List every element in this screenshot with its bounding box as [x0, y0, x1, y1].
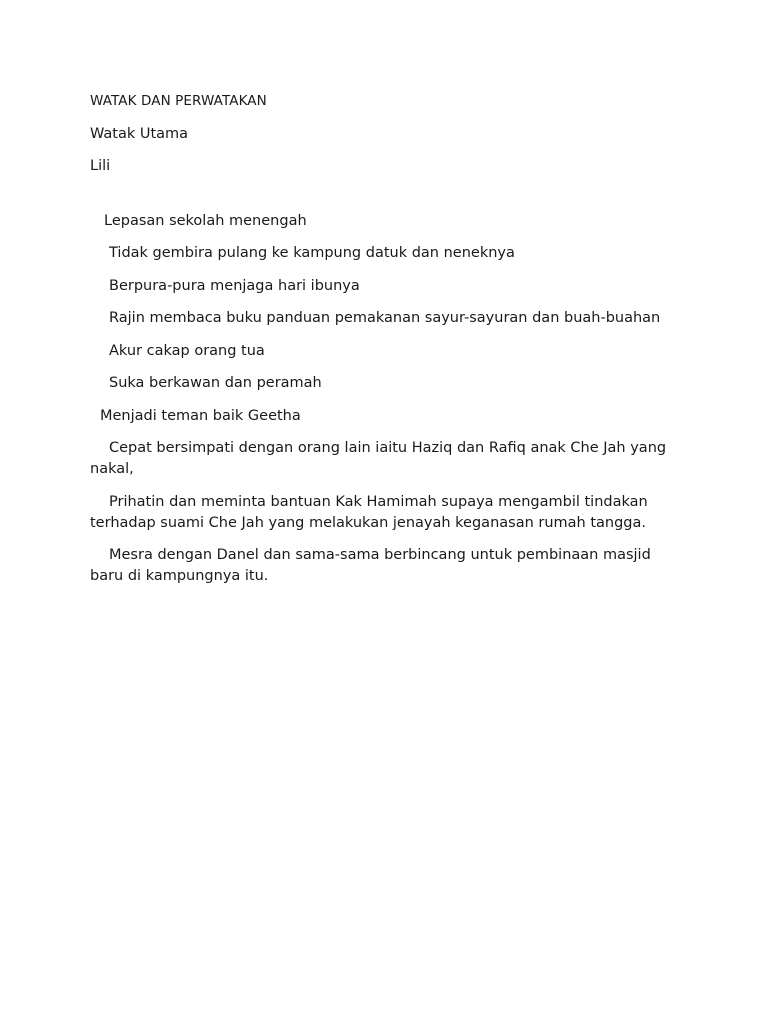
blank-line [90, 189, 680, 211]
trait-line: Suka berkawan dan peramah [109, 375, 322, 391]
trait-line: Menjadi teman baik Geetha [100, 407, 301, 424]
document-body [90, 91, 680, 599]
character-name: Lili [90, 158, 111, 174]
trait-line: Prihatin dan meminta bantuan Kak Hamimah supaya mengambil tindakan terhadap suami Che Jah yang melakukan jenayah keganasan rumah tangga. [90, 493, 653, 531]
trait-line: Cepat bersimpati dengan orang lain iaitu Haziq dan Rafiq anak Che Jah yang nakal, [90, 440, 671, 477]
trait-line: Rajin membaca buku panduan pemakanan sayur-sayuran dan buah-buahan [109, 310, 661, 326]
trait-line: Mesra dengan Danel dan sama-sama berbincang untuk pembinaan masjid baru di kampungnya itu. [90, 547, 656, 584]
section-subtitle: Watak Utama [90, 125, 189, 142]
document-title: WATAK DAN PERWATAKAN [90, 93, 267, 109]
trait-line: Akur cakap orang tua [109, 342, 265, 359]
trait-line: Berpura-pura menjaga hari ibunya [109, 277, 360, 294]
trait-line: Tidak gembira pulang ke kampung datuk dan neneknya [109, 245, 515, 261]
trait-line: Lepasan sekolah menengah [104, 212, 307, 229]
